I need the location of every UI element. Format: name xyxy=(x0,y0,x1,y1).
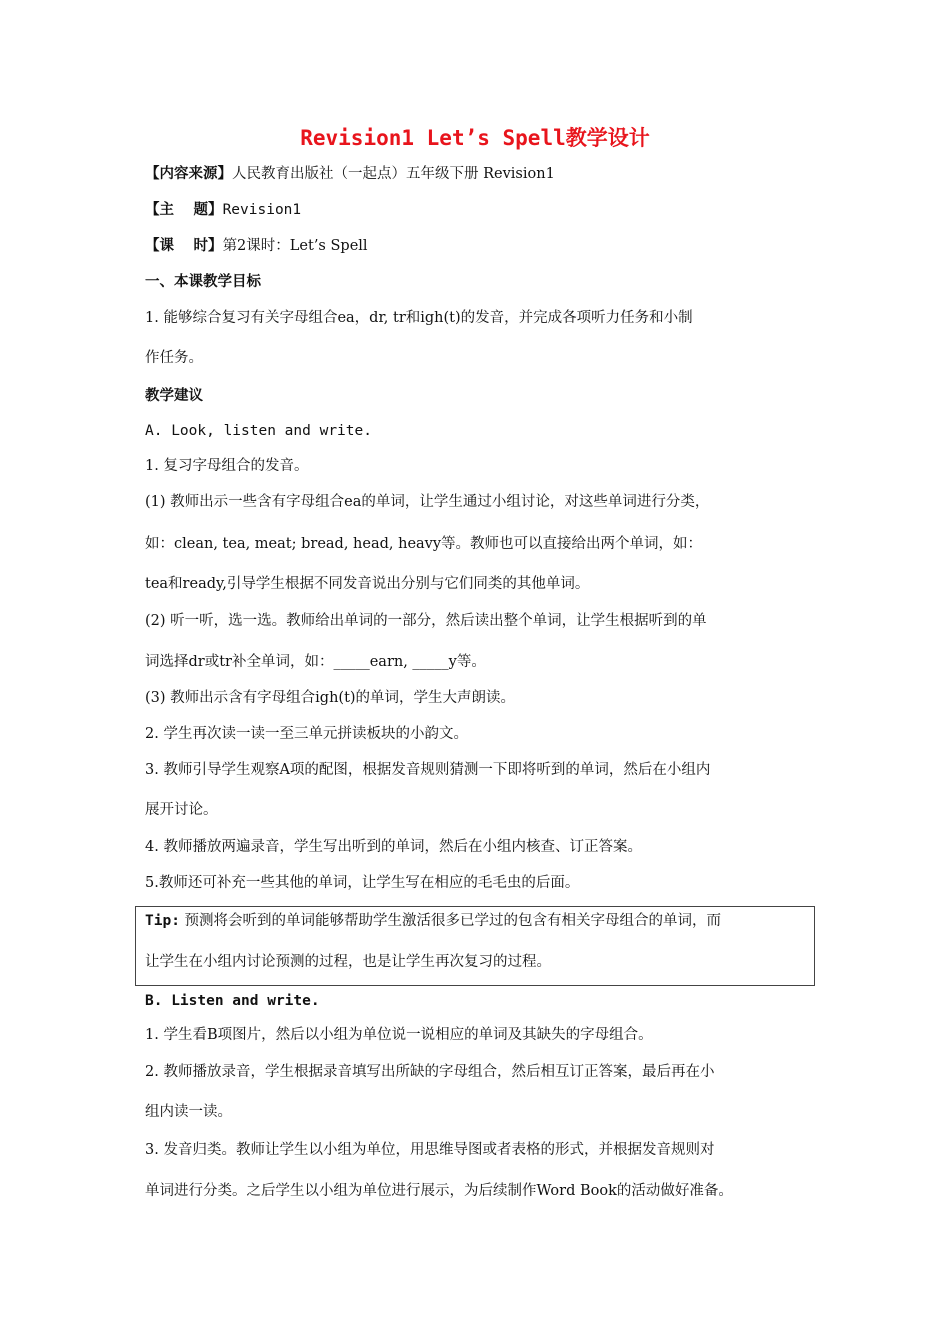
a-step-1-1-line-2: 如：clean, tea, meat; bread, head, heavy等。教师也可以直接给出两个单词，如： xyxy=(145,536,703,552)
a-step-1: 1. 复习字母组合的发音。 xyxy=(145,458,309,474)
tip-label: Tip: xyxy=(145,913,180,929)
b-step-2-line-2: 组内读一读。 xyxy=(145,1104,232,1120)
b-step-2-line-1: 2. 教师播放录音，学生根据录音填写出所缺的字母组合，然后相互订正答案，最后再在小 xyxy=(145,1064,715,1080)
meta-period-key: 【课 时】 xyxy=(145,238,223,254)
meta-period xyxy=(145,236,810,256)
tip-text-1: 预测将会听到的单词能够帮助学生激活很多已学过的包含有相关字母组合的单词，而 xyxy=(179,913,722,929)
a-step-4: 4. 教师播放两遍录音，学生写出听到的单词，然后在小组内核查、订正答案。 xyxy=(145,839,642,855)
meta-topic-value: Revision1 xyxy=(222,202,302,218)
meta-source xyxy=(145,164,810,184)
a-step-1-2-line-2: 词选择dr或tr补全单词，如：_____earn, _____y等。 xyxy=(145,654,486,670)
meta-period-value: 第2课时：Let’s Spell xyxy=(222,238,368,254)
a-step-1-1-line-1: (1) 教师出示一些含有字母组合ea的单词，让学生通过小组讨论，对这些单词进行分类， xyxy=(145,494,710,510)
goal-1-line-2: 作任务。 xyxy=(145,350,203,366)
b-step-1: 1. 学生看B项图片，然后以小组为单位说一说相应的单词及其缺失的字母组合。 xyxy=(145,1027,653,1043)
tip-line-1 xyxy=(145,911,810,931)
a-step-1-1-line-3: tea和ready,引导学生根据不同发音说出分别与它们同类的其他单词。 xyxy=(145,576,590,592)
a-step-5: 5.教师还可补充一些其他的单词，让学生写在相应的毛毛虫的后面。 xyxy=(145,875,580,891)
part-b-heading: B. Listen and write. xyxy=(145,993,320,1009)
meta-topic xyxy=(145,200,810,220)
goal-1-line-1: 1. 能够综合复习有关字母组合ea，dr, tr和igh(t)的发音，并完成各项听力任务和小制 xyxy=(145,310,693,326)
a-step-3-line-1: 3. 教师引导学生观察A项的配图，根据发音规则猜测一下即将听到的单词，然后在小组内 xyxy=(145,762,711,778)
meta-topic-key: 【主 题】 xyxy=(145,202,223,218)
a-step-1-3: (3) 教师出示含有字母组合igh(t)的单词，学生大声朗读。 xyxy=(145,690,516,706)
part-a-heading: A. Look, listen and write. xyxy=(145,423,372,439)
a-step-3-line-2: 展开讨论。 xyxy=(145,802,218,818)
suggestion-heading: 教学建议 xyxy=(145,388,203,404)
b-step-3-line-2: 单词进行分类。之后学生以小组为单位进行展示，为后续制作Word Book的活动做好准备。 xyxy=(145,1183,733,1199)
tip-line-2: 让学生在小组内讨论预测的过程，也是让学生再次复习的过程。 xyxy=(145,954,551,970)
document-title: Revision1 Let’s Spell教学设计 xyxy=(300,126,650,150)
section1-heading: 一、本课教学目标 xyxy=(145,274,261,290)
a-step-1-2-line-1: (2) 听一听，选一选。教师给出单词的一部分，然后读出整个单词，让学生根据听到的单 xyxy=(145,613,707,629)
a-step-2: 2. 学生再次读一读一至三单元拼读板块的小韵文。 xyxy=(145,726,468,742)
meta-source-key: 【内容来源】 xyxy=(145,166,232,182)
meta-source-value: 人民教育出版社（一起点）五年级下册 Revision1 xyxy=(232,166,555,182)
b-step-3-line-1: 3. 发音归类。教师让学生以小组为单位，用思维导图或者表格的形式，并根据发音规则对 xyxy=(145,1142,715,1158)
